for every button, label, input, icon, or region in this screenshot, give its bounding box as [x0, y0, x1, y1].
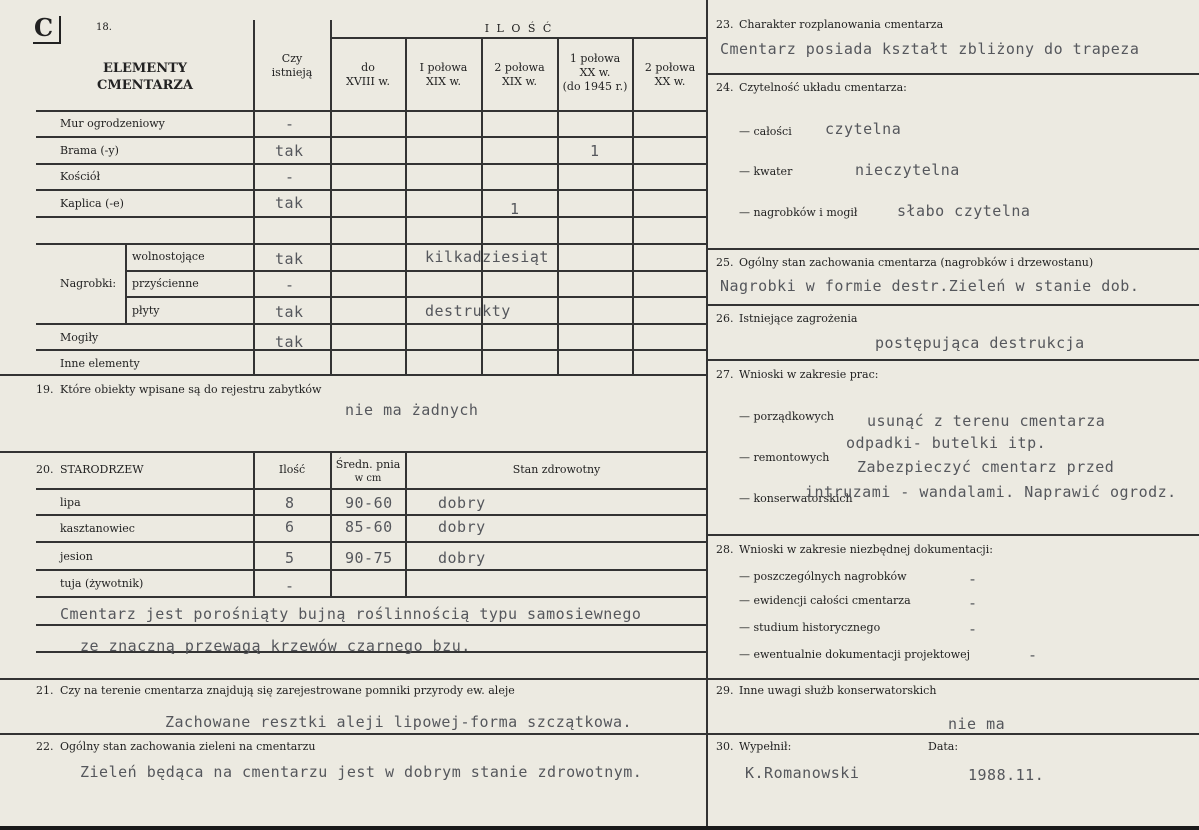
s26-value: postępująca destrukcja	[875, 334, 1085, 352]
period-header: XIX w.	[425, 75, 462, 88]
s30-date-label: Data:	[928, 740, 959, 753]
tree-sredn: 90-60	[345, 494, 393, 512]
element-exists: tak	[275, 194, 304, 212]
tree-sredn: 90-75	[345, 549, 393, 567]
s29-label: Inne uwagi służb konserwatorskich	[739, 684, 937, 697]
nagrobki-type-label: płyty	[132, 304, 160, 317]
tree-stan: dobry	[438, 518, 486, 536]
tree-label: jesion	[60, 550, 93, 563]
works-text-line: odpadki- butelki itp.	[846, 434, 1047, 452]
corner-letter: C	[34, 13, 54, 42]
element-label: Mur ogrodzeniowy	[60, 117, 165, 130]
ilosc-header: I L O Ś Ć	[484, 22, 554, 35]
period-header: do	[361, 61, 375, 74]
legibility-value: słabo czytelna	[897, 202, 1031, 220]
period-header: 1 połowa	[569, 52, 621, 65]
works-text-line: Zabezpieczyć cmentarz przed	[857, 458, 1115, 476]
s18-number: 18.	[96, 22, 112, 33]
s20-title: STARODRZEW	[60, 463, 144, 476]
s22-label: Ogólny stan zachowania zieleni na cmentarzu	[60, 740, 316, 753]
filled-date: 1988.11.	[968, 766, 1045, 784]
nagrobki-exists: tak	[275, 250, 304, 268]
s21-label: Czy na terenie cmentarza znajdują się zarejestrowane pomniki przyrody ew. aleje	[60, 684, 515, 697]
mogily-label: Mogiły	[60, 331, 99, 344]
tree-ilosc: 6	[285, 518, 295, 536]
nagrobki-label: Nagrobki:	[60, 277, 117, 290]
period-header: XX w.	[579, 66, 611, 79]
s19-number: 19.	[36, 383, 54, 396]
s27-label: Wnioski w zakresie prac:	[739, 368, 879, 381]
tree-label: lipa	[60, 496, 81, 509]
period-header: 2 połowa	[644, 61, 696, 74]
doc-value: -	[1028, 646, 1038, 664]
s20-note-2: ze znaczną przewagą krzewów czarnego bzu.	[80, 637, 471, 655]
tree-sredn: 85-60	[345, 518, 393, 536]
s25-value: Nagrobki w formie destr.Zieleń w stanie dob.	[720, 277, 1140, 295]
period-header: 2 połowa	[494, 61, 545, 74]
legibility-label: — nagrobków i mogił	[739, 206, 858, 219]
doc-value: -	[968, 570, 978, 588]
bottom-edge	[0, 826, 1199, 830]
s20-number: 20.	[36, 463, 54, 476]
elements-header-1: ELEMENTY	[102, 61, 188, 76]
nagrobki-exists: tak	[275, 303, 304, 321]
element-exists: tak	[275, 142, 304, 160]
s19-value: nie ma żadnych	[345, 401, 479, 419]
works-text-line: usunąć z terenu cmentarza	[867, 412, 1106, 430]
s22-value: Zieleń będąca na cmentarzu jest w dobrym stanie zdrowotnym.	[80, 763, 643, 781]
s28-label: Wnioski w zakresie niezbędnej dokumentacji:	[739, 543, 993, 556]
s19-label: Które obiekty wpisane są do rejestru zabytków	[60, 383, 322, 396]
doc-label: — ewidencji całości cmentarza	[739, 594, 911, 607]
doc-label: — ewentualnie dokumentacji projektowej	[739, 648, 971, 661]
tree-label: tuja (żywotnik)	[60, 577, 144, 590]
period-header: XX w.	[654, 75, 686, 88]
works-label: — remontowych	[739, 451, 830, 464]
inne-label: Inne elementy	[60, 357, 140, 370]
s26-number: 26.	[716, 312, 734, 325]
s26-label: Istniejące zagrożenia	[739, 312, 858, 325]
nagrobki-note: destrukty	[425, 302, 511, 320]
works-label: — konserwatorskich	[739, 492, 853, 505]
tree-label: kasztanowiec	[60, 522, 135, 535]
works-text-line: intruzami - wandalami. Naprawić ogrodz.	[805, 483, 1177, 501]
s25-number: 25.	[716, 256, 734, 269]
period-header: (do 1945 r.)	[562, 80, 628, 93]
s29-value: nie ma	[948, 715, 1006, 733]
s24-label: Czytelność układu cmentarza:	[739, 81, 907, 94]
tree-stan: dobry	[438, 494, 486, 512]
nagrobki-type-label: wolnostojące	[132, 250, 205, 263]
s20-note-1: Cmentarz jest porośniąty bujną roślinnością typu samosiewnego	[60, 605, 642, 623]
element-label: Kaplica (-e)	[60, 197, 124, 210]
works-label: — porządkowych	[739, 410, 834, 423]
mogily-exists: tak	[275, 333, 304, 351]
s21-number: 21.	[36, 684, 54, 697]
s28-number: 28.	[716, 543, 734, 556]
nagrobki-exists: -	[285, 276, 295, 294]
tree-stan: dobry	[438, 549, 486, 567]
element-value: 1	[510, 200, 520, 218]
doc-label: — studium historycznego	[739, 621, 881, 634]
center-divider	[706, 0, 708, 826]
elements-header-2: CMENTARZA	[97, 78, 193, 93]
element-label: Brama (-y)	[60, 144, 119, 157]
s27-number: 27.	[716, 368, 734, 381]
s23-label: Charakter rozplanowania cmentarza	[739, 18, 944, 31]
exists-header-1: Czy	[281, 52, 303, 65]
s20-col-stan: Stan zdrowotny	[512, 463, 601, 476]
legibility-label: — całości	[739, 125, 792, 138]
exists-header-2: istnieją	[271, 66, 313, 79]
nagrobki-note: kilkadziesiąt	[425, 248, 549, 266]
s25-label: Ogólny stan zachowania cmentarza (nagrobków i drzewostanu)	[739, 256, 1094, 269]
nagrobki-type-label: przyścienne	[132, 277, 199, 290]
period-header: I połowa	[419, 61, 468, 74]
doc-label: — poszczególnych nagrobków	[739, 570, 907, 583]
s22-number: 22.	[36, 740, 54, 753]
period-header: XIX w.	[501, 75, 538, 88]
tree-ilosc: 5	[285, 549, 295, 567]
element-value: 1	[590, 142, 600, 160]
period-header: XVIII w.	[346, 75, 390, 88]
s24-number: 24.	[716, 81, 734, 94]
s20-col-ilosc: Ilość	[278, 463, 306, 476]
filled-by-name: K.Romanowski	[745, 764, 860, 782]
s23-number: 23.	[716, 18, 734, 31]
tree-ilosc: 8	[285, 494, 295, 512]
s29-number: 29.	[716, 684, 734, 697]
legibility-value: czytelna	[825, 120, 902, 138]
legibility-label: — kwater	[739, 165, 793, 178]
s21-value: Zachowane resztki aleji lipowej-forma szczątkowa.	[165, 713, 633, 731]
s20-col-sredn-1: Średn. pnia	[335, 458, 401, 471]
s30-label: Wypełnił:	[739, 740, 792, 753]
s30-number: 30.	[716, 740, 734, 753]
element-exists: -	[285, 115, 295, 133]
legibility-value: nieczytelna	[855, 161, 960, 179]
tree-ilosc: -	[285, 577, 295, 595]
element-exists: -	[285, 168, 295, 186]
doc-value: -	[968, 594, 978, 612]
doc-value: -	[968, 620, 978, 638]
s20-col-sredn-2: w cm	[354, 473, 382, 484]
s23-value: Cmentarz posiada kształt zbliżony do trapeza	[720, 40, 1140, 58]
element-label: Kościół	[60, 170, 101, 183]
